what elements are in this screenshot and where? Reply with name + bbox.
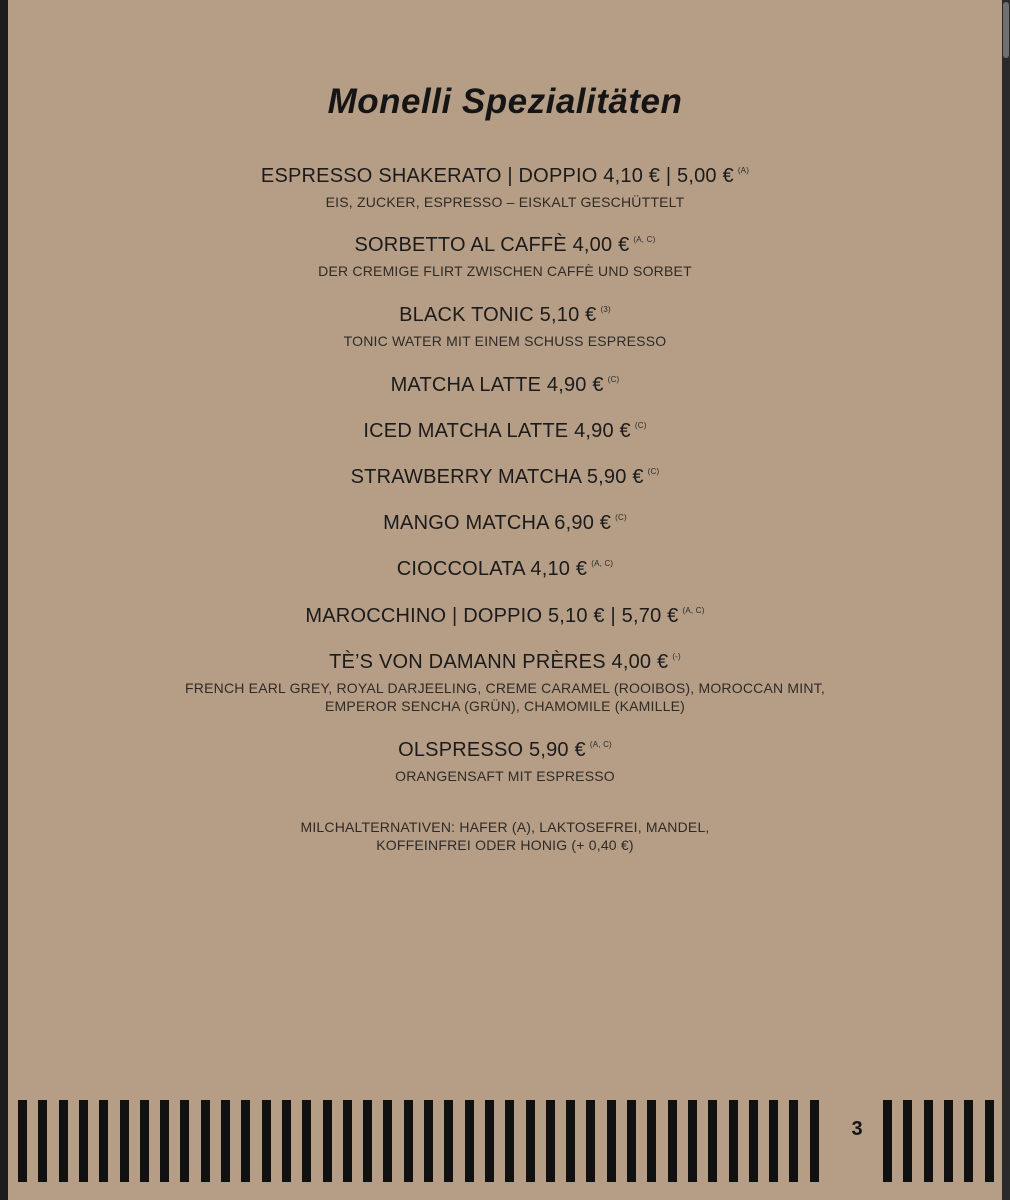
stripe <box>505 1100 514 1182</box>
stripe <box>883 1100 892 1182</box>
allergen-note: (C) <box>647 467 660 476</box>
menu-item-line <box>8 234 1002 257</box>
menu-item <box>8 651 1002 715</box>
menu-item-name: MATCHA LATTE 4,90 € <box>390 374 604 396</box>
menu-item-line <box>8 739 1002 762</box>
stripe <box>789 1100 798 1182</box>
stripe <box>485 1100 494 1182</box>
stripe <box>586 1100 595 1182</box>
stripe <box>79 1100 88 1182</box>
stripe <box>383 1100 392 1182</box>
stripe <box>18 1100 27 1182</box>
footer-stripes <box>8 1100 1002 1182</box>
stripe-pattern-left <box>8 1100 833 1182</box>
description-line: EMPEROR SENCHA (GRÜN), CHAMOMILE (KAMILLE) <box>325 698 685 714</box>
stripe <box>924 1100 933 1182</box>
menu-item-line <box>8 466 1002 489</box>
allergen-note: (A, C) <box>591 559 614 568</box>
stripe <box>404 1100 413 1182</box>
stripe <box>363 1100 372 1182</box>
stripe <box>647 1100 656 1182</box>
stripe <box>262 1100 271 1182</box>
allergen-note: (A, C) <box>682 606 705 615</box>
stripe <box>221 1100 230 1182</box>
menu-item-name: MAROCCHINO | DOPPIO 5,10 € | 5,70 € <box>305 605 679 627</box>
menu-item-name: STRAWBERRY MATCHA 5,90 € <box>350 466 644 488</box>
menu-item <box>8 374 1002 397</box>
menu-item-description: DER CREMIGE FLIRT ZWISCHEN CAFFÈ UND SORBET <box>318 263 692 279</box>
menu-item-name: CIOCCOLATA 4,10 € <box>396 558 588 580</box>
menu-item-line <box>8 558 1002 581</box>
allergen-note: (A, C) <box>589 740 612 749</box>
stripe <box>627 1100 636 1182</box>
menu-item-line <box>8 165 1002 188</box>
stripe <box>668 1100 677 1182</box>
scrollbar-thumb[interactable] <box>1003 2 1009 58</box>
allergen-note: (A, C) <box>633 235 656 244</box>
note-line: MILCHALTERNATIVEN: HAFER (A), LAKTOSEFREI, MANDEL, <box>300 819 710 835</box>
stripe <box>729 1100 738 1182</box>
stripe <box>241 1100 250 1182</box>
stripe <box>769 1100 778 1182</box>
menu-item-name: BLACK TONIC 5,10 € <box>399 304 597 326</box>
note-text <box>8 818 1002 854</box>
menu-item-name: TÈ’S VON DAMANN PRÈRES 4,00 € <box>329 651 669 673</box>
stripe <box>302 1100 311 1182</box>
vertical-scrollbar[interactable] <box>1002 0 1010 1200</box>
stripe <box>99 1100 108 1182</box>
allergen-note: (A) <box>737 166 750 175</box>
stripe <box>323 1100 332 1182</box>
menu-item <box>8 605 1002 628</box>
menu-item <box>8 466 1002 489</box>
menu-item <box>8 558 1002 581</box>
menu-item <box>8 512 1002 535</box>
menu-item-description <box>8 679 1002 715</box>
stripe <box>944 1100 953 1182</box>
stripe <box>424 1100 433 1182</box>
menu-item-line <box>8 651 1002 674</box>
menu-item-name: SORBETTO AL CAFFÈ 4,00 € <box>354 234 630 256</box>
page-title: Monelli Spezialitäten <box>327 82 683 121</box>
menu-item <box>8 234 1002 280</box>
menu-item-name: OLSPRESSO 5,90 € <box>398 739 586 761</box>
menu-item-line <box>8 605 1002 628</box>
description-line: FRENCH EARL GREY, ROYAL DARJEELING, CREME CARAMEL (ROOIBOS), MOROCCAN MINT, <box>185 680 825 696</box>
stripe <box>688 1100 697 1182</box>
stripe <box>964 1100 973 1182</box>
page-number: 3 <box>851 1118 863 1140</box>
menu-item-name: ESPRESSO SHAKERATO | DOPPIO 4,10 € | 5,00 € <box>260 165 734 187</box>
menu-page <box>8 0 1002 1200</box>
allergen-note: (3) <box>600 305 611 314</box>
stripe <box>465 1100 474 1182</box>
stripe <box>526 1100 535 1182</box>
menu-item-description: TONIC WATER MIT EINEM SCHUSS ESPRESSO <box>343 333 667 349</box>
stripe <box>120 1100 129 1182</box>
allergen-note: (C) <box>607 375 620 384</box>
stripe <box>985 1100 994 1182</box>
stripe <box>607 1100 616 1182</box>
allergen-note: (C) <box>634 421 647 430</box>
menu-item-description: EIS, ZUCKER, ESPRESSO – EISKALT GESCHÜTTELT <box>325 194 685 210</box>
stripe <box>566 1100 575 1182</box>
stripe <box>903 1100 912 1182</box>
stripe <box>444 1100 453 1182</box>
milk-alternatives-note <box>8 813 1002 854</box>
menu-item <box>8 304 1002 350</box>
menu-item <box>8 165 1002 211</box>
stripe <box>38 1100 47 1182</box>
stripe <box>201 1100 210 1182</box>
stripe <box>749 1100 758 1182</box>
menu-item-description: ORANGENSAFT MIT ESPRESSO <box>395 768 615 784</box>
stripe-pattern-right <box>882 1100 1002 1182</box>
stripe <box>343 1100 352 1182</box>
menu-item-line <box>8 374 1002 397</box>
stripe <box>180 1100 189 1182</box>
menu-item <box>8 420 1002 443</box>
window-left-edge <box>0 0 8 1200</box>
stripe <box>140 1100 149 1182</box>
stripe <box>160 1100 169 1182</box>
allergen-note: (-) <box>672 652 681 661</box>
stripe <box>546 1100 555 1182</box>
menu-item-name: ICED MATCHA LATTE 4,90 € <box>363 420 631 442</box>
stripe <box>59 1100 68 1182</box>
menu-item-name: MANGO MATCHA 6,90 € <box>383 512 612 534</box>
stripe <box>708 1100 717 1182</box>
allergen-note: (C) <box>615 513 627 522</box>
menu-item <box>8 739 1002 785</box>
menu-item-line <box>8 304 1002 327</box>
menu-item-line <box>8 420 1002 443</box>
stripe <box>282 1100 291 1182</box>
note-line: KOFFEINFREI ODER HONIG (+ 0,40 €) <box>376 837 634 853</box>
stripe <box>810 1100 819 1182</box>
menu-item-line <box>8 512 1002 535</box>
